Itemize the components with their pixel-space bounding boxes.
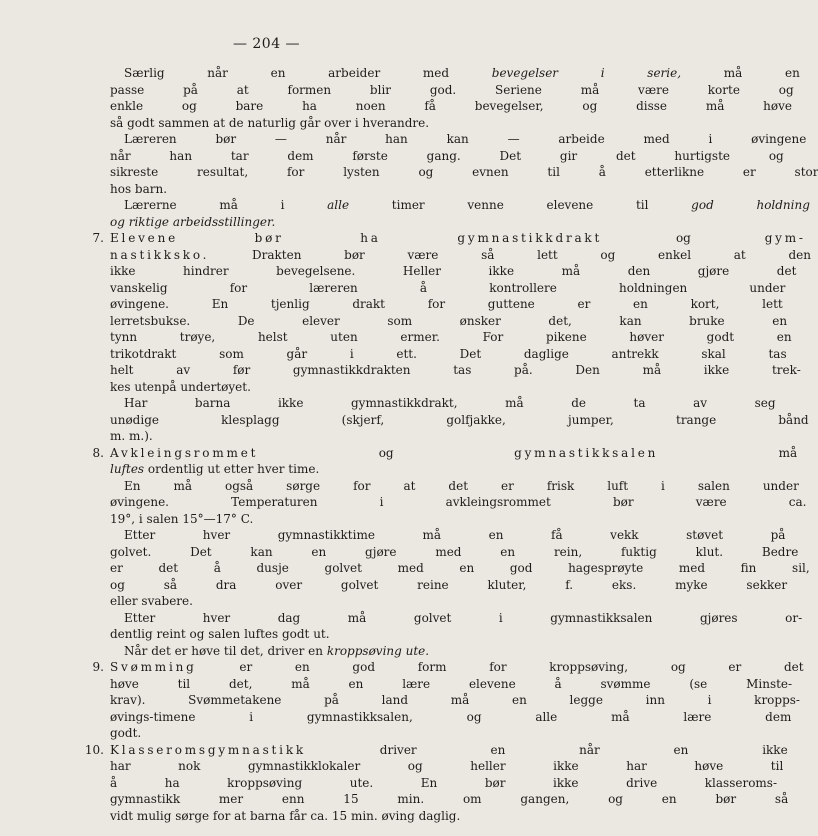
text-run: gymnastikk mer enn 15 min. om gangen, og en bør så <box>110 792 789 806</box>
text-run: hos barn. <box>110 181 168 196</box>
text-run: helt av før gymnastikkdrakten tas på. Den må ikke trek- <box>110 363 801 377</box>
emphasis-text: luftes <box>110 462 145 476</box>
text-run: Lærerne må i <box>124 198 328 212</box>
text-line <box>110 379 460 396</box>
text-run: golvet. Det kan en gjøre med en rein, fuktig klut. Bedre <box>110 544 799 559</box>
text-line <box>110 395 776 412</box>
emphasis-text: god holdning <box>691 198 810 212</box>
spaced-heading-text: Avkleingsrommet <box>110 445 259 460</box>
text-run: Etter hver gymnastikktime må en få vekk støvet på <box>124 528 786 542</box>
text-run: driver en når en ikke <box>305 742 788 757</box>
text-run: vidt mulig sørge for at barna får ca. 15 min. øving daglig. <box>110 808 461 823</box>
text-line <box>110 362 801 379</box>
text-line <box>110 230 806 247</box>
text-line <box>110 544 799 561</box>
text-run: kes utenpå undertøyet. <box>110 379 251 394</box>
text-run: timer venne elevene til <box>349 198 692 212</box>
text-line <box>110 313 788 330</box>
text-run: krav). Svømmetakene på land må en legge inn i kropps- <box>110 693 800 707</box>
text-run: når han tar dem første gang. Det gir det hurtigste og <box>110 148 784 163</box>
text-line <box>110 329 792 346</box>
text-line <box>110 692 800 709</box>
text-run: 19°, i salen 15°—17° C. <box>110 511 254 526</box>
text-line <box>110 791 789 808</box>
text-line <box>110 131 807 148</box>
numbered-item <box>84 742 789 825</box>
emphasis-text: bevegelser i serie, <box>491 66 682 80</box>
text-run: enkle og bare ha noen få bevegelser, og disse må høve <box>110 99 793 113</box>
paragraph <box>110 65 800 131</box>
text-line <box>110 214 460 231</box>
spaced-heading-text: Elevene bør ha gymnastikkdrakt <box>110 231 603 245</box>
text-run: høve til det, må en lære elevene å svømme (se Minste- <box>110 676 793 691</box>
paragraph <box>110 610 803 643</box>
spaced-heading-text: gymnastikksalen <box>514 445 659 460</box>
text-run: øvingene. En tjenlig drakt for guttene er en kort, lett <box>110 297 783 311</box>
numbered-item <box>92 659 804 742</box>
text-run: Læreren bør — når han kan — arbeide med i øvingene <box>124 132 807 146</box>
text-line <box>110 197 810 214</box>
text-run: dentlig reint og salen luftes godt ut. <box>110 627 330 641</box>
text-run: passe på at formen blir god. Seriene må være korte og <box>110 82 794 97</box>
text-line <box>110 247 811 264</box>
text-line <box>110 461 460 478</box>
text-run: og så dra over golvet reine kluter, f. eks. myke sekker <box>110 577 788 592</box>
text-line <box>110 346 787 363</box>
text-line <box>110 478 799 495</box>
text-line <box>110 65 800 82</box>
text-line <box>110 511 460 528</box>
paragraph <box>110 131 818 197</box>
emphasis-text: og riktige arbeidsstillinger. <box>110 214 276 229</box>
text-line <box>110 725 460 742</box>
paragraph <box>110 197 810 230</box>
paragraph <box>110 395 809 445</box>
text-line <box>110 115 460 132</box>
text-line <box>110 98 793 115</box>
text-run: og <box>602 231 765 245</box>
emphasis-text: kroppsøving ute. <box>326 643 430 658</box>
text-run: Særlig når en arbeider med <box>124 66 492 80</box>
text-run: Når det er høve til det, driver en <box>124 643 327 658</box>
text-line <box>110 164 818 181</box>
text-run: er en god form for kroppsøving, og er det <box>196 660 804 674</box>
text-line <box>110 610 803 627</box>
text-run: må en <box>681 66 800 80</box>
text-run: ordentlig ut etter hver time. <box>144 462 320 476</box>
text-run: og <box>258 445 515 460</box>
text-line <box>110 412 809 429</box>
item-number: 8. <box>92 445 104 460</box>
text-run: er det å dusje golvet med en god hagesprøyte med fin sil, <box>110 561 810 575</box>
text-line <box>110 626 460 643</box>
text-line <box>110 181 460 198</box>
body-text <box>84 65 818 824</box>
emphasis-text: alle <box>327 198 350 212</box>
text-line <box>110 758 784 775</box>
text-run: øvingene. Temperaturen i avkleingsrommet bør være ca. <box>110 495 807 509</box>
text-run: å ha kroppsøving ute. En bør ikke drive klasseroms- <box>110 775 778 790</box>
text-line <box>110 494 807 511</box>
text-run: tynn trøye, helst uten ermer. For pikene høver godt en <box>110 330 792 344</box>
numbered-item <box>92 230 811 395</box>
text-run: Har barna ikke gymnastikkdrakt, må de ta av seg <box>124 396 776 410</box>
text-run: vanskelig for læreren å kontrollere holdningen under <box>110 280 786 295</box>
text-line <box>110 742 788 759</box>
text-run: sikreste resultat, for lysten og evnen til å etterlikne er stor <box>110 165 818 179</box>
text-run: Etter hver dag må golvet i gymnastikksalen gjøres or- <box>124 610 803 625</box>
text-run: godt. <box>110 726 142 740</box>
text-line <box>110 280 786 297</box>
text-run: må <box>658 445 798 460</box>
text-run: En må også sørge for at det er frisk luft i salen under <box>124 478 799 493</box>
text-line <box>110 148 784 165</box>
spaced-heading-text: Svømming <box>110 660 197 674</box>
text-run: m. m.). <box>110 429 153 443</box>
paragraph <box>110 527 810 610</box>
paragraph <box>110 643 460 660</box>
text-line <box>110 659 804 676</box>
spaced-heading-text: Klasseromsgymnastikk <box>110 742 306 757</box>
item-number: 9. <box>92 660 104 674</box>
text-line <box>110 445 798 462</box>
spaced-heading-text: gym- <box>764 231 806 245</box>
text-line <box>110 643 460 660</box>
text-line <box>110 577 788 594</box>
text-run: unødige klesplagg (skjerf, golfjakke, jumper, trange bånd <box>110 412 809 427</box>
item-number: 7. <box>92 231 104 245</box>
paragraph <box>110 478 807 528</box>
text-line <box>110 775 778 792</box>
text-line <box>110 428 460 445</box>
numbered-item <box>92 445 798 478</box>
text-line <box>110 560 810 577</box>
text-line <box>110 296 783 313</box>
text-run: lerretsbukse. De elever som ønsker det, kan bruke en <box>110 313 788 328</box>
page-number: — 204 — <box>232 36 301 52</box>
text-line <box>110 82 794 99</box>
text-line <box>110 263 797 280</box>
item-number: 10. <box>84 742 104 757</box>
spaced-heading-text: nastikksko. <box>110 247 210 262</box>
text-run: har nok gymnastikklokaler og heller ikke har høve til <box>110 759 784 773</box>
text-run: eller svabere. <box>110 594 193 608</box>
text-line <box>110 527 786 544</box>
text-line <box>110 808 460 825</box>
text-run: Drakten bør være så lett og enkel at den <box>209 247 811 262</box>
text-run: trikotdrakt som går i ett. Det daglige antrekk skal tas <box>110 346 787 361</box>
text-line <box>110 676 793 693</box>
text-line <box>110 709 792 726</box>
text-run: så godt sammen at de naturlig går over i hverandre. <box>110 115 430 130</box>
text-run: øvings-timene i gymnastikksalen, og alle må lære dem <box>110 709 792 724</box>
text-run: ikke hindrer bevegelsene. Heller ikke må den gjøre det <box>110 264 797 278</box>
text-line <box>110 593 460 610</box>
